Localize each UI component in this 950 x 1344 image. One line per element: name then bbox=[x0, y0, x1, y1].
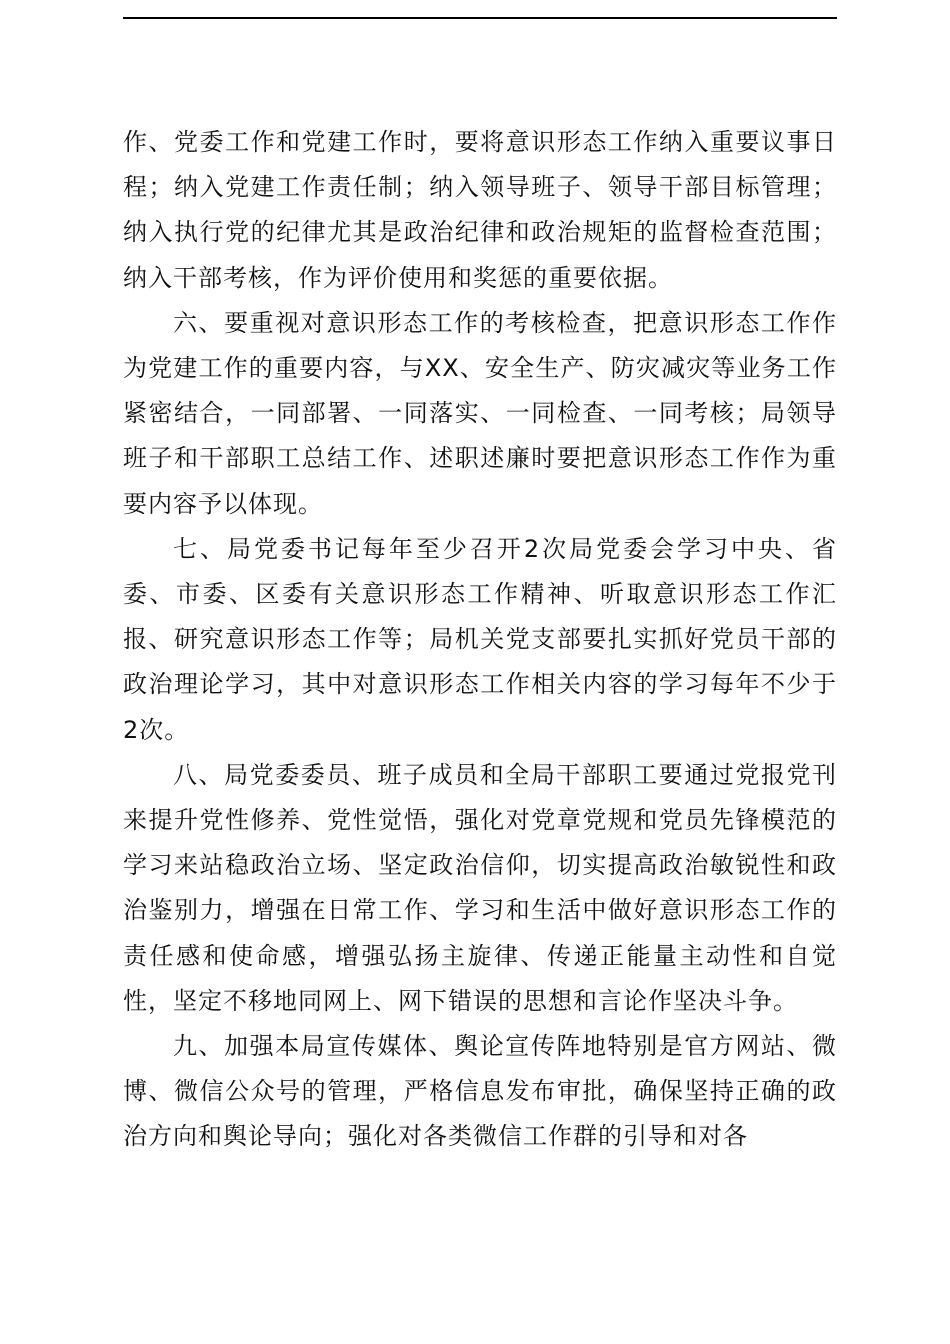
paragraph-item-6: 六、要重视对意识形态工作的考核检查，把意识形态工作作为党建工作的重要内容，与XX、安全生产、防灾减灾等业务工作紧密结合，一同部署、一同落实、一同检查、一同考核；局领导班子和干部职工总结工作、述职述廉时要把意识形态工作作为重要内容予以体现。 bbox=[123, 308, 837, 518]
paragraph-item-7: 七、局党委书记每年至少召开2次局党委会学习中央、省委、市委、区委有关意识形态工作精神、听取意识形态工作汇报、研究意识形态工作等；局机关党支部要扎实抓好党员干部的政治理论学习，其中对意识形态工作相关内容的学习每年不少于2次。 bbox=[123, 534, 837, 744]
paragraph-continuation: 作、党委工作和党建工作时，要将意识形态工作纳入重要议事日程；纳入党建工作责任制；纳入领导班子、领导干部目标管理；纳入执行党的纪律尤其是政治纪律和政治规矩的监督检查范围；纳入干部考核，作为评价使用和奖惩的重要依据。 bbox=[123, 128, 837, 292]
paragraph-item-9: 九、加强本局宣传媒体、舆论宣传阵地特别是官方网站、微博、微信公众号的管理，严格信息发布审批，确保坚持正确的政治方向和舆论导向；强化对各类微信工作群的引导和对各 bbox=[123, 1032, 837, 1151]
header-divider bbox=[123, 17, 837, 19]
document-body bbox=[123, 120, 837, 1160]
paragraph-item-8: 八、局党委委员、班子成员和全局干部职工要通过党报党刊来提升党性修养、党性觉悟，强化对党章党规和党员先锋模范的学习来站稳政治立场、坚定政治信仰，切实提高政治敏锐性和政治鉴别力，增强在日常工作、学习和生活中做好意识形态工作的责任感和使命感，增强弘扬主旋律、传递正能量主动性和自觉性，坚定不移地同网上、网下错误的思想和言论作坚决斗争。 bbox=[123, 760, 837, 1015]
